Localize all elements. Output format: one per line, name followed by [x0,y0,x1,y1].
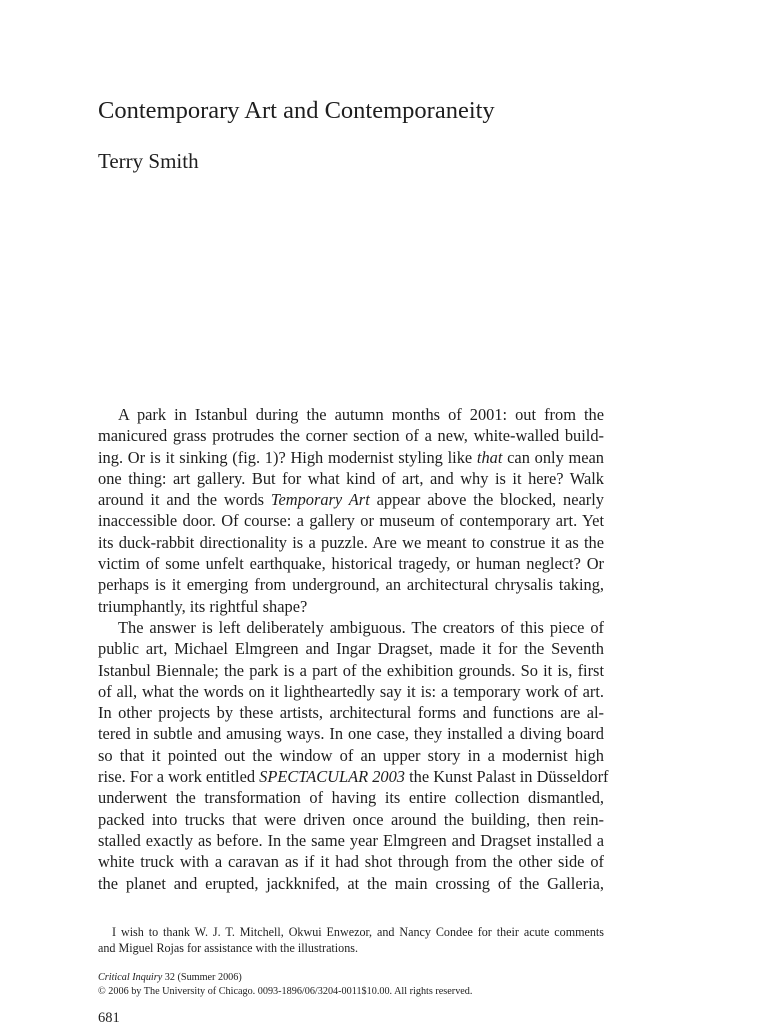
body-line: its duck-rabbit directionality is a puzzle. Are we meant to construe it as the [98,532,604,552]
emphasis: that [476,447,503,467]
emphasis: SPECTACULAR 2003 [259,767,405,787]
body-line: tered in subtle and amusing ways. In one case, they installed a diving board [98,724,604,744]
body-line: of all, what the words on it lightheartedly say it is: a temporary work of art. [98,681,604,701]
body-line: underwent the transformation of having its entire collection dismantled, [98,788,604,808]
body-line: In other projects by these artists, architectural forms and functions are al- [98,703,604,723]
copyright-notice: © 2006 by The University of Chicago. 0093-1896/06/3204-0011$10.00. All rights reserved. [98,986,473,997]
body-line: around it and the words Temporary Art appear above the blocked, nearly [98,490,604,510]
body-line: rise. For a work entitled SPECTACULAR 2003 the Kunst Palast in Düsseldorf [98,767,609,787]
body-line: public art, Michael Elmgreen and Ingar Dragset, made it for the Seventh [98,639,604,659]
body-line: Istanbul Biennale; the park is a part of the exhibition grounds. So it is, first [98,660,604,680]
paragraph-2 [98,617,609,894]
body-line: triumphantly, its rightful shape? [98,596,308,616]
body-line: so that it pointed out the window of an upper story in a modernist high [98,745,604,765]
body-line: stalled exactly as before. In the same year Elmgreen and Dragset installed a [98,830,604,850]
body-line: the planet and erupted, jackknifed, at the main crossing of the Galleria, [98,873,604,893]
paragraph-1 [98,404,604,617]
journal-name: Critical Inquiry [98,972,163,983]
body-line: A park in Istanbul during the autumn months of 2001: out from the [118,405,604,424]
footnote-line: I wish to thank W. J. T. Mitchell, Okwui Enwezor, and Nancy Condee for their acute comments [112,925,604,939]
article-title: Contemporary Art and Contemporaneity [98,97,495,124]
body-line: victim of some unfelt earthquake, historical tragedy, or human neglect? Or [98,554,604,574]
body-line: perhaps is it emerging from underground, an architectural chrysalis taking, [98,575,604,595]
journal-citation [98,971,472,985]
body-line: one thing: art gallery. But for what kind of art, and why is it here? Walk [98,468,604,488]
body-line: inaccessible door. Of course: a gallery or museum of contemporary art. Yet [98,511,604,531]
body-line: manicured grass protrudes the corner section of a new, white-walled build- [98,426,604,446]
page-number: 681 [98,1010,120,1026]
body-line: packed into trucks that were driven once around the building, then rein- [98,809,604,829]
body-line: The answer is left deliberately ambiguous. The creators of this piece of [118,617,604,637]
author-name: Terry Smith [98,149,199,173]
journal-issue: 32 (Summer 2006) [162,972,242,983]
body-line: ing. Or is it sinking (fig. 1)? High modernist styling like that can only mean [98,447,604,467]
body-line: white truck with a caravan as if it had shot through from the other side of [98,852,604,872]
article-body [98,404,609,894]
footnote-line: and Miguel Rojas for assistance with the illustrations. [98,941,358,955]
emphasis: Temporary Art [270,490,370,510]
footnote [98,924,604,956]
journal-info [98,971,472,999]
